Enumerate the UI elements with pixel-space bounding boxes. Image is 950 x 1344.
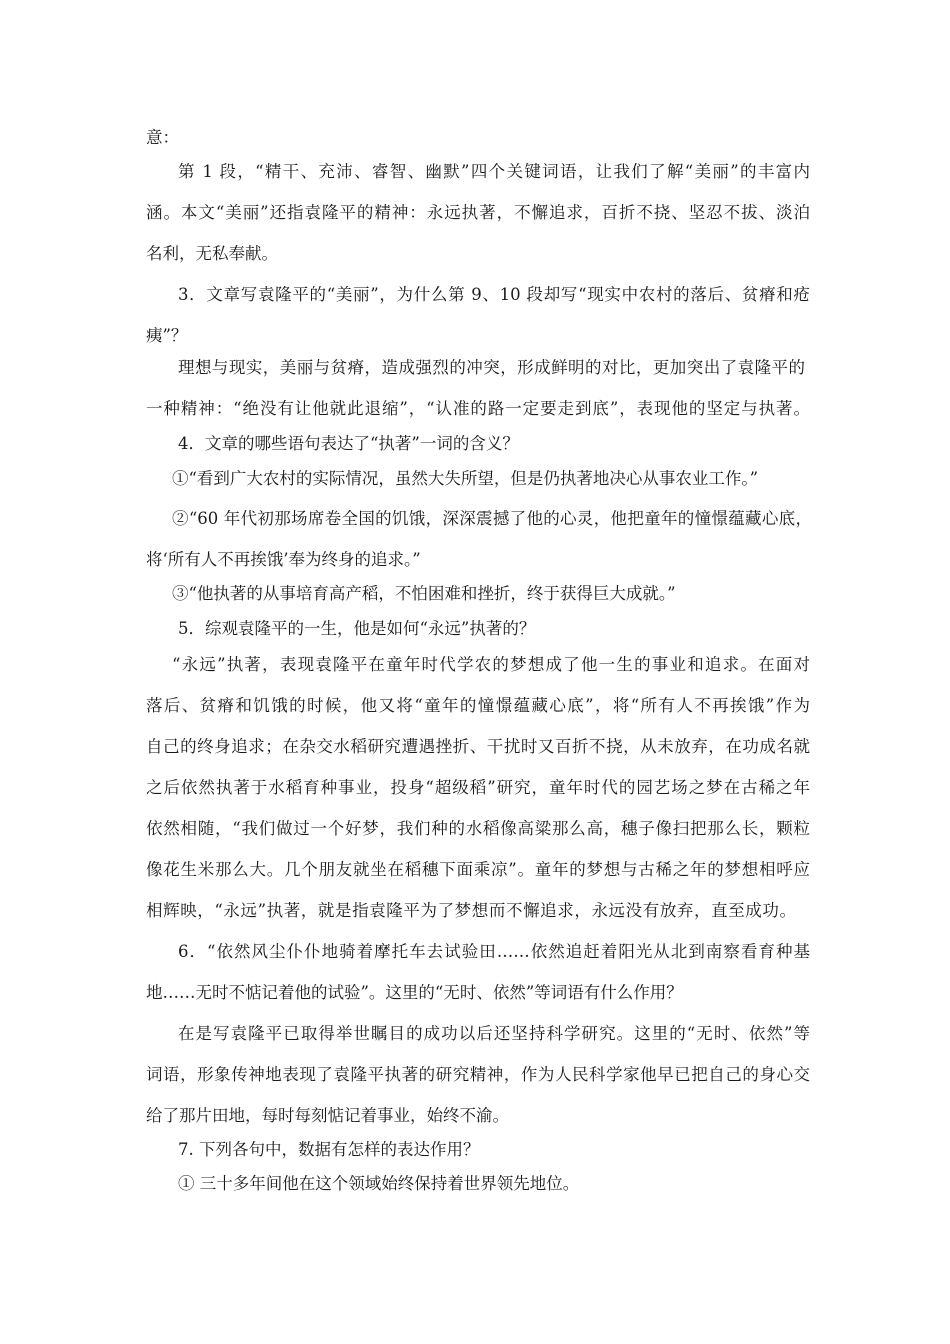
text-line: ②“60 年代初那场席卷全国的饥饿，深深震撼了他的心灵，他把童年的憧憬蕴藏心底， [172,509,812,528]
text-line: ①“看到广大农村的实际情况，虽然大失所望，但是仍执著地决心从事农业工作。” [172,469,759,488]
text-line: ③“他执著的从事培育高产稻，不怕困难和挫折，终于获得巨大成就。” [172,584,676,603]
text-line: 3．文章写袁隆平的“美丽”，为什么第 9、10 段却写“现实中农村的落后、贫瘠和疮 [178,285,810,304]
text-line: 依然相随，“我们做过一个好梦，我们种的水稻像高粱那么高，穗子像扫把那么长，颗粒 [146,819,810,838]
text-line: 名利，无私奉献。 [146,244,278,263]
text-line: 相辉映，“永远”执著，就是指袁隆平为了梦想而不懈追求，永远没有放弃，直至成功。 [146,901,796,920]
text-line: 自己的终身追求；在杂交水稻研究遭遇挫折、干扰时又百折不挠，从未放弃，在功成名就 [146,737,810,756]
text-line: 第 1 段，“精干、充沛、睿智、幽默”四个关键词语，让我们了解“美丽”的丰富内 [178,162,810,181]
text-line: 痍”？ [146,326,188,345]
text-line: 像花生米那么大。几个朋友就坐在稻穗下面乘凉”。童年的梦想与古稀之年的梦想相呼应 [146,860,810,879]
text-line: ① 三十多年间他在这个领域始终保持着世界领先地位。 [178,1174,580,1193]
text-line: 将‘所有人不再挨饿’奉为终身的追求。” [146,550,421,569]
text-line: 5．综观袁隆平的一生，他是如何“永远”执著的？ [178,619,536,638]
text-line: 之后依然执著于水稻育种事业，投身“超级稻”研究，童年时代的园艺场之梦在古稀之年 [146,778,810,797]
text-line: 7. 下列各句中，数据有怎样的表达作用？ [178,1140,480,1159]
text-line: 意： [146,128,179,147]
text-line: 一种精神：“绝没有让他就此退缩”，“认准的路一定要走到底”，表现他的坚定与执著。 [146,399,810,418]
text-line: 在是写袁隆平已取得举世瞩目的成功以后还坚持科学研究。这里的“无时、依然”等 [178,1024,810,1043]
text-line: 地……无时不惦记着他的试验”。这里的“无时、依然”等词语有什么作用？ [146,983,683,1002]
text-line: 4．文章的哪些语句表达了“执著”一词的含义？ [178,434,519,453]
text-line: “永远”执著，表现袁隆平在童年时代学农的梦想成了他一生的事业和追求。在面对 [172,655,810,674]
text-line: 6．“依然风尘仆仆地骑着摩托车去试验田……依然追赶着阳光从北到南察看育种基 [178,942,810,961]
text-line: 落后、贫瘠和饥饿的时候，他又将“童年的憧憬蕴藏心底”，将“所有人不再挨饿”作为 [146,696,810,715]
text-line: 给了那片田地，每时每刻惦记着事业，始终不渝。 [146,1106,509,1125]
text-line: 涵。本文“美丽”还指袁隆平的精神：永远执著，不懈追求，百折不挠、坚忍不拔、淡泊 [146,203,810,222]
text-line: 理想与现实，美丽与贫瘠，造成强烈的冲突，形成鲜明的对比，更加突出了袁隆平的 [178,358,805,377]
text-line: 词语，形象传神地表现了袁隆平执著的研究精神，作为人民科学家他早已把自己的身心交 [146,1065,810,1084]
